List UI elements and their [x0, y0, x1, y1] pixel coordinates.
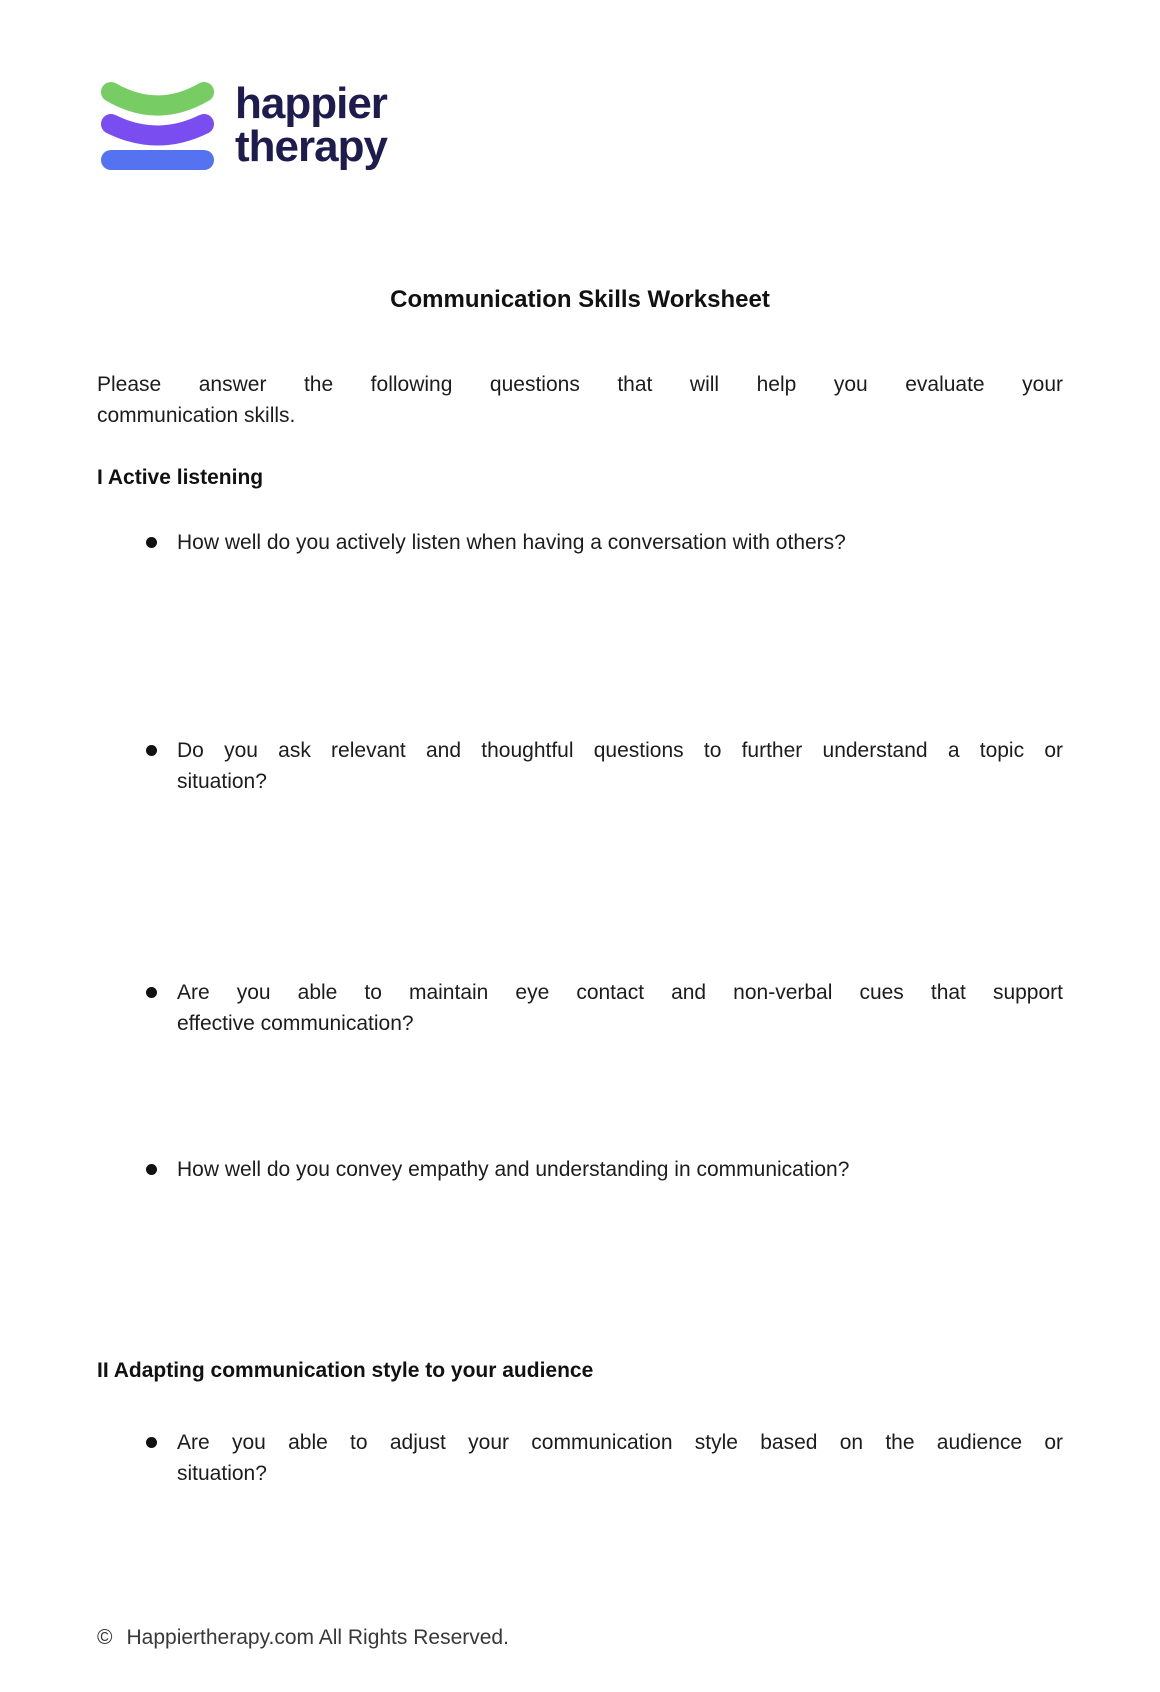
- question-item: [97, 977, 1063, 1039]
- bullet-icon: [146, 1164, 157, 1175]
- question-text: situation?: [177, 770, 267, 793]
- section-heading-adapting-style: II Adapting communication style to your audience: [97, 1359, 594, 1382]
- question-item: [97, 735, 1063, 797]
- question-list-adapting-style: [97, 1427, 1063, 1489]
- question-text: effective communication?: [177, 1012, 414, 1035]
- question-item: [97, 1427, 1063, 1489]
- bullet-icon: [146, 1437, 157, 1448]
- question-item: [97, 1154, 1063, 1185]
- brand-wordmark: [235, 78, 387, 171]
- logo-stroke-top: [111, 92, 204, 106]
- intro-paragraph: [97, 369, 1063, 431]
- bullet-icon: [146, 537, 157, 548]
- bullet-icon: [146, 745, 157, 756]
- question-text: How well do you convey empathy and understanding in communication?: [177, 1158, 850, 1181]
- brand-logo-icon: [100, 78, 215, 171]
- brand-wordmark-line1: happier: [235, 78, 387, 128]
- section-heading-active-listening: I Active listening: [97, 466, 264, 489]
- footer-copyright: [97, 1625, 509, 1651]
- intro-line: Please answer the following questions that will help you evaluate your: [97, 373, 1063, 396]
- question-text: Do you ask relevant and thoughtful questions to further understand a topic or: [177, 739, 1063, 762]
- intro-line: communication skills.: [97, 404, 296, 427]
- brand-wordmark-line2: therapy: [235, 121, 387, 171]
- bullet-icon: [146, 987, 157, 998]
- question-item: [97, 527, 1063, 558]
- question-text: How well do you actively listen when having a conversation with others?: [177, 531, 846, 554]
- page-title: Communication Skills Worksheet: [390, 286, 770, 313]
- logo-stroke-middle: [111, 124, 204, 136]
- copyright-icon: ©: [97, 1626, 113, 1649]
- brand-logo: [100, 78, 1160, 171]
- question-text: situation?: [177, 1462, 267, 1485]
- footer-copyright-text: Happiertherapy.com All Rights Reserved.: [126, 1626, 509, 1649]
- worksheet-content: [97, 369, 1063, 1489]
- question-text: Are you able to maintain eye contact and non-verbal cues that support: [177, 981, 1063, 1004]
- question-text: Are you able to adjust your communication style based on the audience or: [177, 1431, 1063, 1454]
- question-list-active-listening: [97, 527, 1063, 1185]
